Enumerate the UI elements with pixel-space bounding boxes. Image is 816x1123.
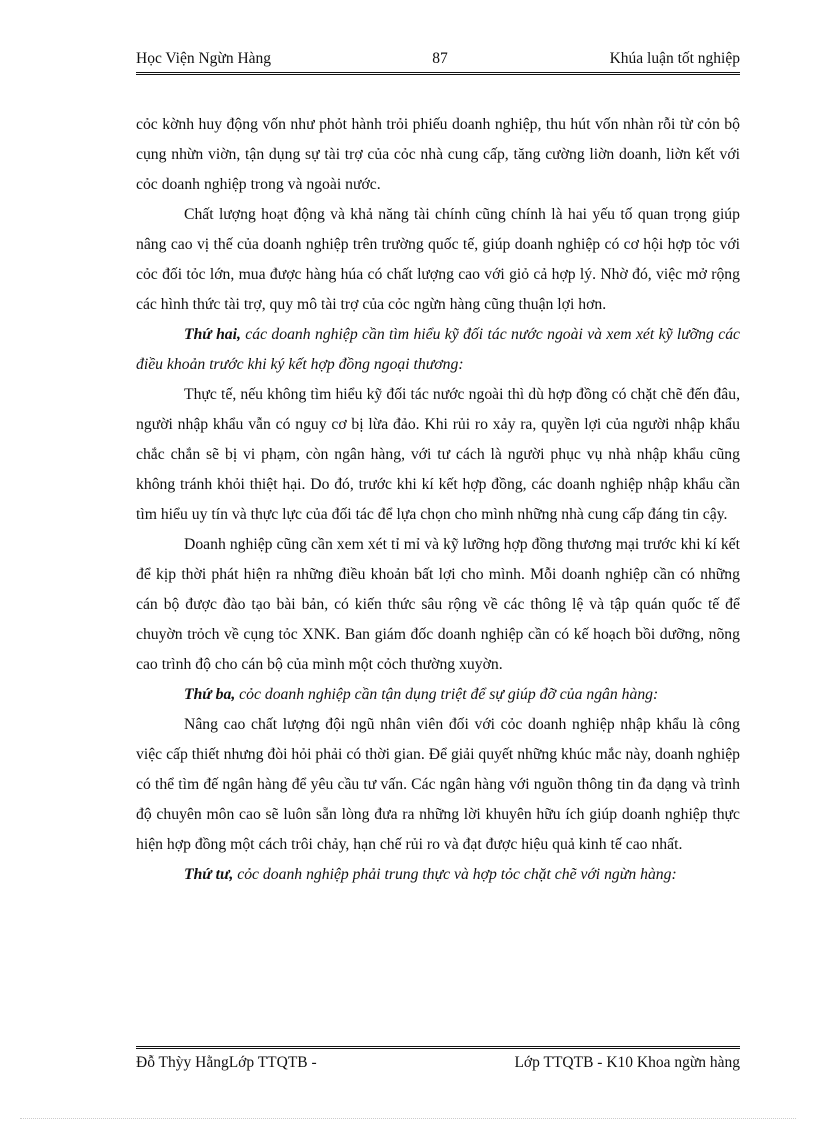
footer-class: Lớp TTQTB - K10 Khoa ngừn hàng — [514, 1054, 740, 1071]
header-document-type: Khúa luận tốt nghiệp — [609, 50, 740, 67]
paragraph-4: Doanh nghiệp cũng cần xem xét tỉ mỉ và kỹ lưỡng hợp đồng thương mại trước khi kí kết để kịp thời phát hiện ra những điều khoản bất lợi cho mình. Mỗi doanh nghiệp cần có những cán bộ được đào tạo bài bản, có kiến thức sâu rộng về các thông lệ và tập quán quốc tế để chuyờn trỏch về cụng tỏc XNK. Ban giám đốc doanh nghiệp cần có kế hoạch bồi dưỡng, nõng cao trình độ cho cán bộ của mình một cỏch thường xuyờn. — [136, 536, 740, 673]
section-heading-thu-hai — [136, 320, 740, 380]
heading-text: cỏc doanh nghiệp phải trung thực và hợp tỏc chặt chẽ với ngừn hàng: — [233, 866, 677, 883]
paragraph-2: Chất lượng hoạt động và khả năng tài chính cũng chính là hai yếu tố quan trọng giúp nâng cao vị thế của doanh nghiệp trên trường quốc tế, giúp doanh nghiệp có cơ hội hợp tỏc với cỏc đối tỏc lớn, mua được hàng húa có chất lượng cao với giỏ cả hợp lý. Nhờ đó, việc mở rộng các hình thức tài trợ, quy mô tài trợ của cỏc ngừn hàng cũng thuận lợi hơn. — [136, 206, 740, 313]
footer-author: Đỗ Thỳy HằngLớp TTQTB - — [136, 1054, 317, 1071]
paragraph-5: Nâng cao chất lượng đội ngũ nhân viên đối với cỏc doanh nghiệp nhập khẩu là công việc cấp thiết nhưng đòi hỏi phải có thời gian. Để giải quyết những khúc mắc này, doanh nghiệp có thể tìm đế ngân hàng để yêu cầu tư vấn. Các ngân hàng với nguồn thông tin đa dạng và trình độ chuyên môn cao sẽ luôn sẵn lòng đưa ra những lời khuyên hữu ích giúp doanh nghiệp thực hiện hợp đồng một cách trôi chảy, hạn chế rủi ro và đạt được hiệu quả kinh tế cao nhất. — [136, 716, 740, 853]
heading-lead: Thứ ba, — [184, 686, 236, 703]
paragraph-3: Thực tế, nếu không tìm hiểu kỹ đối tác nước ngoài thì dù hợp đồng có chặt chẽ đến đâu, người nhập khẩu vẫn có nguy cơ bị lừa đảo. Khi rủi ro xảy ra, quyền lợi của người nhập khẩu chắc chắn sẽ bị vi phạm, còn ngân hàng, với tư cách là người phục vụ nhà nhập khẩu cũng không tránh khỏi thiệt hại. Do đó, trước khi kí kết hợp đồng, các doanh nghiệp nhập khẩu cần tìm hiểu uy tín và thực lực của đối tác để lựa chọn cho mình những nhà cung cấp đáng tin cậy. — [136, 386, 740, 523]
document-body — [136, 110, 740, 890]
heading-text: cỏc doanh nghiệp cần tận dụng triệt để sự giúp đỡ của ngân hàng: — [235, 686, 659, 703]
header-page-number: 87 — [432, 50, 448, 67]
section-heading-thu-tu — [136, 860, 740, 890]
heading-lead: Thứ tư, — [184, 866, 234, 883]
heading-text: các doanh nghiệp cần tìm hiểu kỹ đối tác nước ngoài và xem xét kỹ lưỡng các điều khoản trước khi ký kết hợp đồng ngoại thương: — [136, 326, 740, 373]
heading-lead: Thứ hai, — [184, 326, 241, 343]
page-header — [136, 48, 740, 72]
paragraph-1: cỏc kờnh huy động vốn như phỏt hành trỏi phiếu doanh nghiệp, thu hút vốn nhàn rỗi từ cỏn bộ cụng nhừn viờn, tận dụng sự tài trợ của cỏc nhà cung cấp, tăng cường liờn doanh, liờn kết với cỏc doanh nghiệp trong và ngoài nước. — [136, 116, 740, 193]
page-edge-line — [20, 1118, 796, 1119]
header-institution: Học Viện Ngừn Hàng — [136, 50, 272, 67]
footer-divider — [136, 1046, 740, 1049]
header-divider — [136, 72, 740, 75]
page-footer — [136, 1054, 740, 1076]
section-heading-thu-ba — [136, 680, 740, 710]
